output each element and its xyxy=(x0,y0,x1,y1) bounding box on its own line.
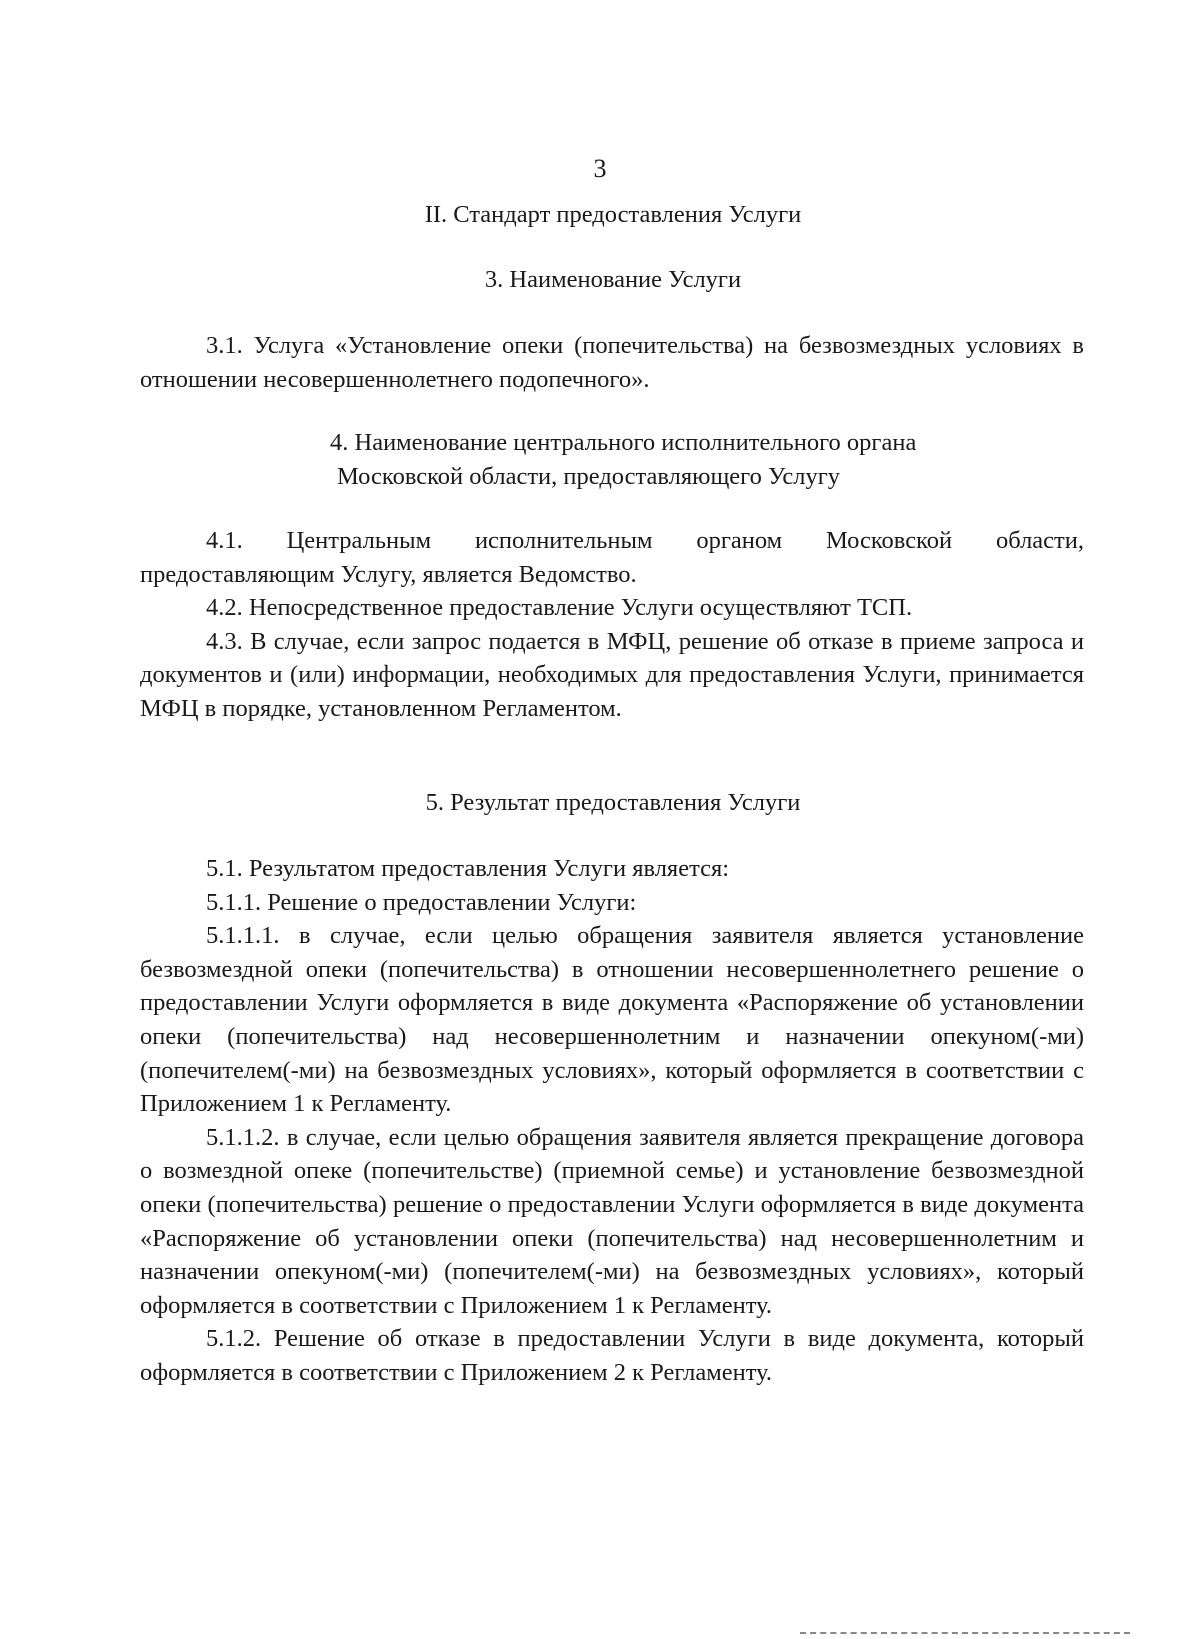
footer-rule xyxy=(800,1632,1130,1634)
heading-3: 3. Наименование Услуги xyxy=(484,266,742,293)
heading-4-line-1: 4. Наименование центрального исполнительного органа xyxy=(330,429,917,456)
paragraph-4-3: 4.3. В случае, если запрос подается в МФЦ, решение об отказе в приеме запроса и документов и (или) информации, необходимых для предоставления Услуги, принимается МФЦ в порядке, установленном Регламентом. xyxy=(140,627,1084,722)
section-5-body xyxy=(140,852,1084,1390)
page-number: 3 xyxy=(593,154,607,183)
heading-4-line-2: Московской области, предоставляющего Услугу xyxy=(337,462,841,490)
paragraph-5-1-1-1: 5.1.1.1. в случае, если целью обращения заявителя является установление безвозмездной опеки (попечительства) в отношении несовершеннолетнего решение о предоставлении Услуги оформляется в виде документа «Распоряжение об установлении опеки (попечительства) над несовершеннолетним и назначении опекуном(-ми) (попечителем(-ми) на безвозмездных условиях», который оформляется в соответствии с Приложением 1 к Регламенту. xyxy=(140,922,1084,1118)
section-4-body xyxy=(140,524,1084,726)
paragraph-4-2: 4.2. Непосредственное предоставление Услуги осуществляют ТСП. xyxy=(206,594,913,622)
paragraph-5-1-1-2: 5.1.1.2. в случае, если целью обращения заявителя является прекращение договора о возмездной опеке (попечительстве) (приемной семье) и установление безвозмездной опеки (попечительства) решение о предоставлении Услуги оформляется в виде документа «Распоряжение об установлении опеки (попечительства) над несовершеннолетним и назначении опекуном(-ми) (попечителем(-ми) на безвозмездных условиях», который оформляется в соответствии с Приложением 1 к Регламенту. xyxy=(140,1123,1084,1319)
paragraph-3-1: 3.1. Услуга «Установление опеки (попечительства) на безвозмездных условиях в отношении несовершеннолетнего подопечного». xyxy=(140,332,1084,393)
paragraph-4-1: 4.1. Центральным исполнительным органом Московской области, предоставляющим Услугу, является Ведомство. xyxy=(140,527,1084,588)
paragraph-5-1-2: 5.1.2. Решение об отказе в предоставлении Услуги в виде документа, который оформляется в соответствии с Приложением 2 к Регламенту. xyxy=(140,1325,1084,1386)
paragraph-5-1-1: 5.1.1. Решение о предоставлении Услуги: xyxy=(206,888,637,916)
heading-4 xyxy=(330,426,930,493)
section-title: II. Стандарт предоставления Услуги xyxy=(424,201,802,228)
section-3-body xyxy=(140,329,1084,396)
heading-5: 5. Результат предоставления Услуги xyxy=(425,789,801,816)
paragraph-5-1: 5.1. Результатом предоставления Услуги является: xyxy=(206,855,730,882)
